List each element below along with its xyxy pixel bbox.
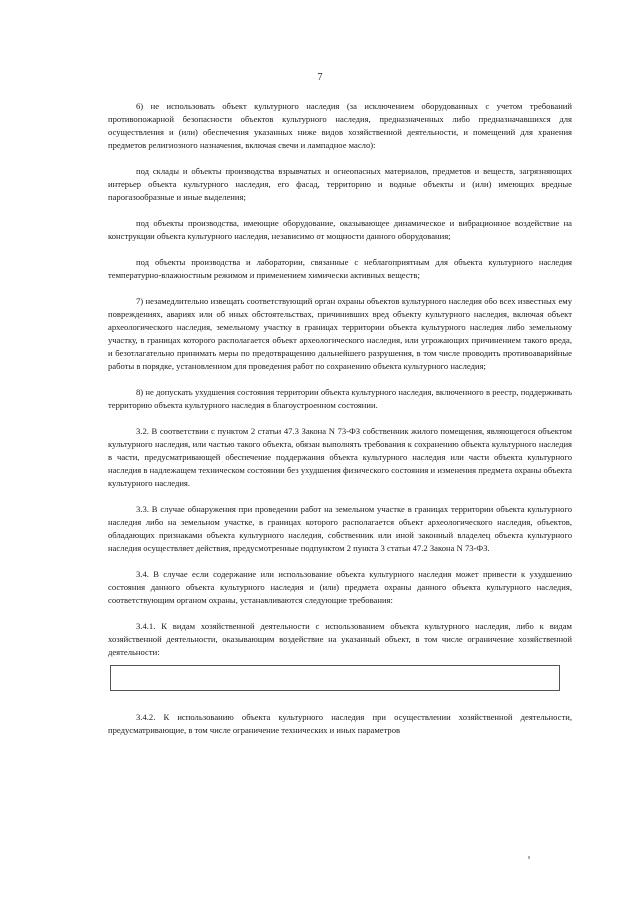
blank-input-box[interactable] xyxy=(110,665,560,691)
paragraph-item-8: 8) не допускать ухудшения состояния территории объекта культурного наследия, включенного в реестр, поддерживать территорию объекта культурного наследия в благоустроенном состоянии. xyxy=(108,387,572,410)
paragraph-3-3: 3.3. В случае обнаружения при проведении работ на земельном участке в границах территории объекта культурного наследия либо на земельном участке, в границах которого располагается объект археологического наследия, объектов, обладающих признаками объекта культурного наследия, собственник или иной законный владелец объекта культурного наследия осуществляет действия, предусмотренные подпунктом 2 пункта 3 статьи 47.2 Закона N 73-ФЗ. xyxy=(108,504,572,553)
page-number: 7 xyxy=(317,72,323,83)
paragraph-production-vibration: под объекты производства, имеющие оборудование, оказывающее динамическое и вибрационное воздействие на конструкции объекта культурного наследия, независимо от мощности данного оборудования; xyxy=(108,218,572,241)
paragraph-item-6: 6) не использовать объект культурного наследия (за исключением оборудованных с учетом требований противопожарной безопасности объектов культурного наследия, предназначенных либо предназначавшихся для осуществления и (или) обеспечения указанных ниже видов хозяйственной деятельности, и помещений для хранения предметов религиозного назначения, включая свечи и лампадное масло): xyxy=(108,101,572,150)
paragraph-3-2: 3.2. В соответствии с пунктом 2 статьи 47.3 Закона N 73-ФЗ собственник жилого помещения, являющегося объектом культурного наследия, или частью такого объекта, обязан выполнять требования к сохранению объекта культурного наследия в части, предусматривающей обеспечение поддержания объекта культурного наследия или части объекта культурного наследия в надлежащем техническом состоянии без ухудшения физического состояния и изменения предмета охраны объекта культурного наследия. xyxy=(108,426,572,488)
paragraph-3-4-2: 3.4.2. К использованию объекта культурного наследия при осуществлении хозяйственной деятельности, предусматривающие, в том числе ограничение технических и иных параметров xyxy=(108,712,572,735)
paragraph-3-4-1: 3.4.1. К видам хозяйственной деятельности с использованием объекта культурного наследия, либо к видам хозяйственной деятельности, оказывающим воздействие на указанный объект, в том числе ограничение хозяйственной деятельности: xyxy=(108,621,572,657)
paragraph-warehouses: под склады и объекты производства взрывчатых и огнеопасных материалов, предметов и веществ, загрязняющих интерьер объекта культурного наследия, его фасад, территорию и водные объекты и (или) имеющих вредные парогазообразные и иные выделения; xyxy=(108,166,572,202)
document-body xyxy=(108,100,572,750)
paragraph-laboratories: под объекты производства и лаборатории, связанные с неблагоприятным для объекта культурного наследия температурно-влажностным режимом и применением химически активных веществ; xyxy=(108,257,572,280)
scan-speck xyxy=(528,856,530,859)
paragraph-item-7: 7) незамедлительно извещать соответствующий орган охраны объектов культурного наследия обо всех известных ему повреждениях, авариях или об иных обстоятельствах, причинивших вред объекту культурного наследия, включая объект археологического наследия, земельному участку в границах территории объекта культурного наследия либо земельному участку, в границах которого располагается объект археологического наследия, или угрожающих причинением такого вреда, и безотлагательно принимать меры по предотвращению дальнейшего разрушения, в том числе проводить противоаварийные работы в порядке, установленном для проведения работ по сохранению объекта культурного наследия; xyxy=(108,296,572,371)
paragraph-3-4: 3.4. В случае если содержание или использование объекта культурного наследия может привести к ухудшению состояния данного объекта культурного наследия и (или) предмета охраны данного объекта культурного наследия, соответствующим органом охраны, устанавливаются следующие требования: xyxy=(108,569,572,605)
